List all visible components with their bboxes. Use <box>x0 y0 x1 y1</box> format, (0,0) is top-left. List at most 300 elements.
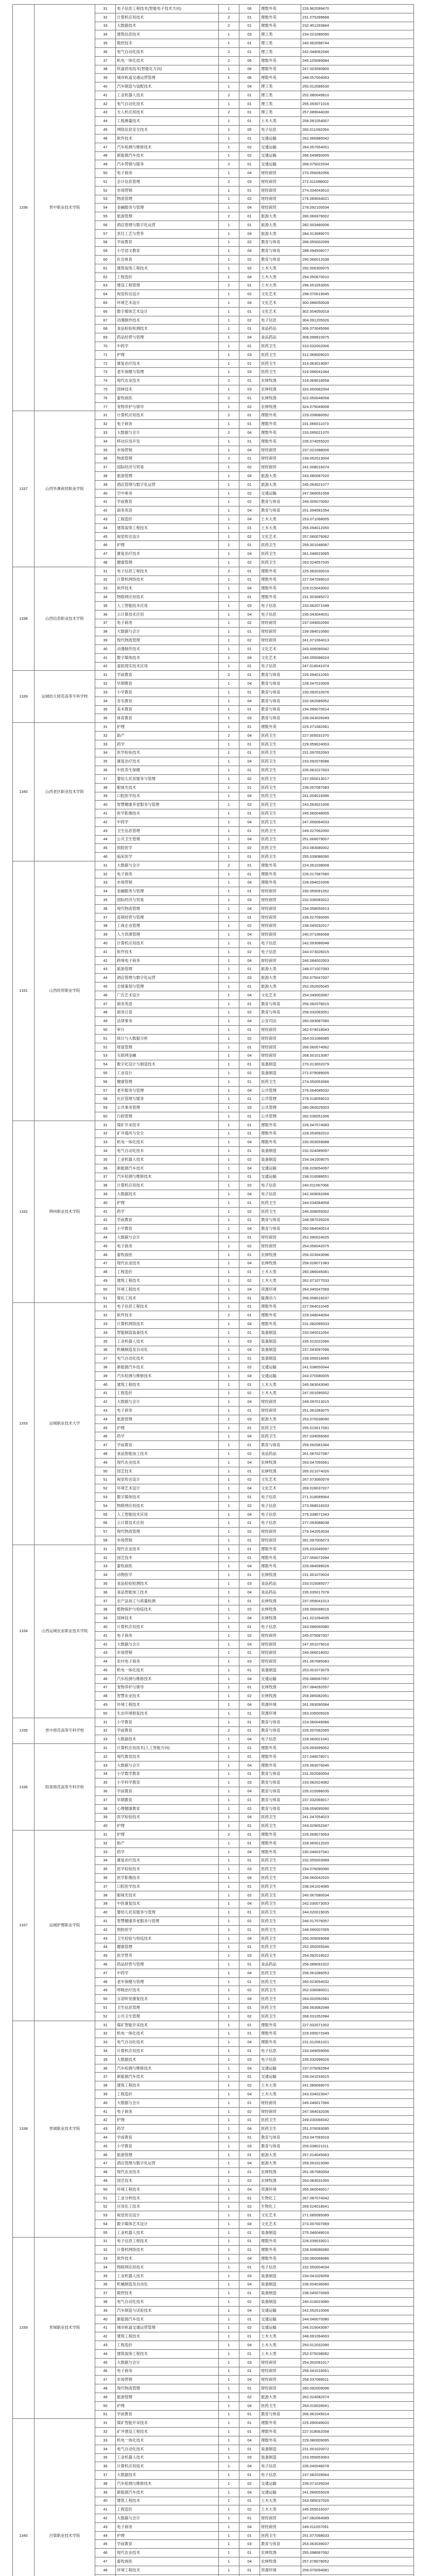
category-code: 01 <box>239 2419 260 2428</box>
major-seq: 48 <box>95 558 116 567</box>
category-code: 01 <box>239 1112 260 1121</box>
major-seq: 43 <box>95 2125 116 2133</box>
category-name: 电子信息 <box>260 1190 301 1199</box>
major-seq: 32 <box>95 1129 116 1138</box>
min-score: 308.098910075 <box>301 333 414 342</box>
major-name: 物流管理 <box>116 195 219 204</box>
plan-count: 1 <box>219 1423 239 1432</box>
plan-count: 1 <box>219 1588 239 1597</box>
plan-count: 1 <box>219 1242 239 1250</box>
min-score: 228.053092010 <box>301 1129 414 1138</box>
major-name: 数控技术 <box>116 39 219 48</box>
min-score: 267.087074042 <box>301 2194 414 2202</box>
category-code: 04 <box>239 878 260 887</box>
category-name: 装备制造 <box>260 1354 301 1363</box>
major-name: 统计与大数据分析 <box>116 1034 219 1043</box>
min-score: 251.061083075 <box>301 1406 414 1415</box>
category-name: 理数外英 <box>260 2029 301 2038</box>
category-code: 04 <box>239 1225 260 1233</box>
major-name: 软件技术 <box>116 2255 219 2263</box>
category-name: 教育与体育 <box>260 256 301 264</box>
plan-count: 1 <box>219 1441 239 1450</box>
plan-count: 1 <box>219 359 239 368</box>
min-score: 266.061045014 <box>301 2410 414 2419</box>
min-score: 257.014045063 <box>301 2150 414 2159</box>
major-name: 大数据技术 <box>116 2055 219 2064</box>
category-code: 01 <box>239 749 260 757</box>
major-seq: 34 <box>95 1571 116 1580</box>
major-name: 软件技术 <box>116 584 219 593</box>
major-name: 汽车检测与维修技术 <box>116 1173 219 1181</box>
min-score: 239.084010060 <box>301 628 414 636</box>
min-score: 243.029052047 <box>301 1822 414 1831</box>
major-name: 电子商务 <box>116 2522 219 2531</box>
category-code: 01 <box>239 1571 260 1580</box>
category-name: 文化艺术 <box>260 307 301 316</box>
major-name: 环境工程技术 <box>116 1701 219 1709</box>
plan-count: 1 <box>219 1640 239 1649</box>
min-score: 302.004050018 <box>301 307 414 316</box>
major-seq: 46 <box>95 1432 116 1441</box>
major-name: 眼视光技术 <box>116 1891 219 1900</box>
major-seq: 31 <box>95 1718 116 1726</box>
category-name: 理数外英 <box>260 420 301 429</box>
plan-count: 1 <box>219 195 239 204</box>
min-score: 233.082024082 <box>301 1778 414 1787</box>
major-seq: 44 <box>95 2133 116 2142</box>
plan-count: 1 <box>219 264 239 273</box>
category-name: 财经商贸 <box>260 628 301 636</box>
category-name: 土木大类 <box>260 264 301 273</box>
major-name: 现代物流管理 <box>116 636 219 645</box>
category-code: 02 <box>239 2012 260 2021</box>
min-score: 273.068016033 <box>301 1501 414 1510</box>
category-code: 01 <box>239 1026 260 1035</box>
major-name: 大数据与会计 <box>116 429 219 437</box>
major-name: 软件技术 <box>116 947 219 956</box>
min-score: 262.024082074 <box>301 2393 414 2401</box>
category-code: 01 <box>239 861 260 870</box>
category-name: 理数外英 <box>260 1129 301 1138</box>
category-code: 01 <box>239 480 260 489</box>
major-seq: 33 <box>95 688 116 697</box>
category-name: 理数外英 <box>260 1302 301 1311</box>
min-score: 251.077068033 <box>301 2531 414 2540</box>
category-name: 文化艺术 <box>260 1476 301 1484</box>
min-score: 258.028071083 <box>301 1259 414 1268</box>
plan-count: 1 <box>219 2531 239 2540</box>
plan-count: 1 <box>219 1060 239 1069</box>
category-name: 文化艺术 <box>260 299 301 308</box>
category-name: 装备制造 <box>260 2445 301 2453</box>
plan-count: 1 <box>219 2505 239 2514</box>
min-score: 260.011092054 <box>301 126 414 134</box>
min-score: 236.027090095 <box>301 913 414 922</box>
plan-count: 1 <box>219 2488 239 2497</box>
plan-count: 1 <box>219 2298 239 2307</box>
major-seq: 36 <box>95 2064 116 2073</box>
category-code: 02 <box>239 2298 260 2307</box>
major-seq: 39 <box>95 930 116 939</box>
category-code: 01 <box>239 2021 260 2029</box>
category-name: 财经商贸 <box>260 1649 301 1657</box>
category-code: 01 <box>239 1233 260 1242</box>
category-name: 医药卫生 <box>260 1952 301 1960</box>
major-seq: 32 <box>95 870 116 878</box>
major-name: 计算机应用技术 <box>116 939 219 948</box>
plan-count: 2 <box>219 1311 239 1320</box>
category-code: 01 <box>239 1441 260 1450</box>
major-seq: 74 <box>95 377 116 385</box>
plan-count: 1 <box>219 904 239 913</box>
category-name: 农林牧渔 <box>260 377 301 385</box>
min-score: 228.060021041 <box>301 1735 414 1744</box>
category-name: 医药卫生 <box>260 2125 301 2133</box>
category-name: 土木大类 <box>260 1268 301 1277</box>
category-code: 02 <box>239 264 260 273</box>
plan-count: 1 <box>219 1095 239 1104</box>
min-score: 314.063014097 <box>301 359 414 368</box>
plan-count: 1 <box>219 2098 239 2107</box>
major-name: 心理健康教育 <box>116 1804 219 1813</box>
category-name: 交通运输 <box>260 2306 301 2315</box>
category-name: 财经商贸 <box>260 2107 301 2116</box>
major-seq: 51 <box>95 2004 116 2012</box>
category-code: 04 <box>239 446 260 454</box>
min-score: 246.084002003 <box>301 956 414 965</box>
major-seq: 50 <box>95 1709 116 1718</box>
min-score: 247.056064033 <box>301 818 414 826</box>
category-code: 01 <box>239 913 260 922</box>
plan-count: 1 <box>219 619 239 628</box>
major-name: 数字媒体技术 <box>116 653 219 662</box>
category-name: 交通运输 <box>260 151 301 160</box>
plan-count: 1 <box>219 523 239 532</box>
category-name: 旅游大类 <box>260 2150 301 2159</box>
category-name: 医药卫生 <box>260 1977 301 1986</box>
major-seq: 54 <box>95 1060 116 1069</box>
category-code: 03 <box>239 368 260 377</box>
plan-count: 1 <box>219 1692 239 1701</box>
category-code: 04 <box>239 2341 260 2350</box>
major-seq: 37 <box>95 1597 116 1605</box>
plan-count: 1 <box>219 723 239 732</box>
major-name: 机电一体化技术 <box>116 1666 219 1675</box>
table-row <box>13 1121 414 1129</box>
school-name: 山西华澳商贸职业学院 <box>34 411 95 567</box>
plan-count: 1 <box>219 896 239 905</box>
category-name: 财经商贸 <box>260 169 301 178</box>
plan-count: 1 <box>219 350 239 359</box>
school-number: 1331 <box>13 861 34 1121</box>
major-name: 卫生信息管理 <box>116 2004 219 2012</box>
category-code: 02 <box>239 801 260 809</box>
min-score: 243.063021006 <box>301 801 414 809</box>
category-code: 04 <box>239 1562 260 1571</box>
category-name: 公共管理 <box>260 1086 301 1095</box>
major-seq: 40 <box>95 1908 116 1917</box>
plan-count: 1 <box>219 463 239 472</box>
min-score: 257.084092057 <box>301 1683 414 1692</box>
category-code: 01 <box>239 2194 260 2202</box>
category-code: 03 <box>239 1580 260 1588</box>
category-name: 教育与体育 <box>260 1795 301 1804</box>
plan-count: 1 <box>219 2358 239 2367</box>
major-name: 虚拟现实技术应用 <box>116 662 219 671</box>
plan-count: 1 <box>219 2384 239 2393</box>
category-name: 医药卫生 <box>260 2004 301 2012</box>
plan-count: 1 <box>219 2471 239 2480</box>
major-seq: 35 <box>95 1865 116 1874</box>
major-name: 法律事务 <box>116 1017 219 1026</box>
category-name: 理数外英 <box>260 437 301 446</box>
plan-count: 1 <box>219 2332 239 2341</box>
min-score: 239.071035034 <box>301 2479 414 2488</box>
min-score: 240.016023080 <box>301 2298 414 2307</box>
category-code: 01 <box>239 2445 260 2453</box>
major-seq: 46 <box>95 1674 116 1683</box>
table-row <box>13 2237 414 2246</box>
plan-count: 1 <box>219 1458 239 1467</box>
major-name: 酒店管理与数字化运营 <box>116 974 219 982</box>
category-name: 电子信息 <box>260 947 301 956</box>
plan-count: 1 <box>219 749 239 757</box>
plan-count: 1 <box>219 2142 239 2150</box>
plan-count: 1 <box>219 774 239 783</box>
school-number: 1339 <box>13 2237 34 2419</box>
major-seq: 48 <box>95 1692 116 1701</box>
min-score: 255.015017091 <box>301 1423 414 1432</box>
plan-count: 1 <box>219 1874 239 1883</box>
min-score: 232.024089097 <box>301 1147 414 1156</box>
category-code: 04 <box>239 1874 260 1883</box>
min-score: 253.001073079 <box>301 1666 414 1675</box>
major-seq: 38 <box>95 783 116 792</box>
plan-count: 1 <box>219 636 239 645</box>
plan-count: 1 <box>219 1398 239 1406</box>
major-name: 动物医学 <box>116 1571 219 1580</box>
plan-count: 1 <box>219 1752 239 1761</box>
plan-count: 1 <box>219 1510 239 1519</box>
plan-count: 1 <box>219 853 239 861</box>
category-code: 02 <box>239 2324 260 2332</box>
category-code: 04 <box>239 472 260 481</box>
category-code: 01 <box>239 1770 260 1778</box>
category-name: 交通运输 <box>260 2488 301 2497</box>
plan-count: 1 <box>219 1683 239 1692</box>
min-score: 249.030066042 <box>301 2116 414 2125</box>
major-name: 广告艺术设计 <box>116 991 219 999</box>
category-code: 01 <box>239 1649 260 1657</box>
major-seq: 33 <box>95 1848 116 1856</box>
plan-count: 1 <box>219 1709 239 1718</box>
major-name: 工程测量技术 <box>116 117 219 126</box>
category-code: 01 <box>239 377 260 385</box>
plan-count: 1 <box>219 2479 239 2488</box>
category-code: 03 <box>239 601 260 610</box>
plan-count: 1 <box>219 939 239 948</box>
min-score: 245.075087007 <box>301 1631 414 1640</box>
plan-count: 1 <box>219 2073 239 2081</box>
major-seq: 40 <box>95 1380 116 1389</box>
category-code: 04 <box>239 2436 260 2445</box>
min-score: 256.023043096 <box>301 1250 414 1259</box>
min-score: 235.081027003 <box>301 766 414 775</box>
major-seq: 40 <box>95 1623 116 1632</box>
school-number: 1338 <box>13 567 34 671</box>
major-seq: 35 <box>95 896 116 905</box>
major-seq: 51 <box>95 2194 116 2202</box>
category-name: 旅游大类 <box>260 480 301 489</box>
category-code: 03 <box>239 1415 260 1423</box>
plan-count: 1 <box>219 420 239 429</box>
category-code: 01 <box>239 1311 260 1320</box>
category-name: 理工类 <box>260 82 301 91</box>
min-score: 226.017087060 <box>301 870 414 878</box>
category-code: 04 <box>239 1614 260 1623</box>
plan-count: 1 <box>219 30 239 39</box>
major-seq: 33 <box>95 2436 116 2445</box>
plan-count: 1 <box>219 1908 239 1917</box>
school-name: 山西老区职业技术学院 <box>34 723 95 861</box>
major-name: 物联网应用技术 <box>116 2263 219 2272</box>
min-score: 232.055003089 <box>301 1856 414 1865</box>
major-name: 园林技术 <box>116 1614 219 1623</box>
major-seq: 36 <box>95 1164 116 1173</box>
min-score: 231.012061021 <box>301 2038 414 2047</box>
major-seq: 32 <box>95 2246 116 2255</box>
major-seq: 31 <box>95 1545 116 1553</box>
min-score: 243.086060080 <box>301 1623 414 1632</box>
plan-count: 1 <box>219 1259 239 1268</box>
plan-count: 1 <box>219 1536 239 1545</box>
plan-count: 1 <box>219 1320 239 1329</box>
plan-count: 1 <box>219 1277 239 1285</box>
min-score: 237.050013017 <box>301 774 414 783</box>
min-score: 259.070094081 <box>301 2566 414 2574</box>
major-seq: 37 <box>95 2073 116 2081</box>
min-score: 234.041009075 <box>301 1155 414 1164</box>
category-name: 医药卫生 <box>260 740 301 749</box>
plan-count: 1 <box>219 1813 239 1822</box>
major-seq: 33 <box>95 22 116 30</box>
plan-count: 1 <box>219 1380 239 1389</box>
school-number: 1336 <box>13 1744 34 1831</box>
major-name: 人力资源管理 <box>116 930 219 939</box>
category-code: 04 <box>239 515 260 524</box>
category-code: 01 <box>239 342 260 351</box>
major-seq: 50 <box>95 1026 116 1035</box>
major-seq: 45 <box>95 844 116 853</box>
plan-count: 1 <box>219 368 239 377</box>
min-score: 226.094011093 <box>301 671 414 680</box>
plan-count: 1 <box>219 2462 239 2471</box>
min-score: 249.005070092 <box>301 498 414 506</box>
plan-count: 1 <box>219 2168 239 2177</box>
major-seq: 46 <box>95 1250 116 1259</box>
major-seq: 47 <box>95 550 116 558</box>
min-score: 268.075022034 <box>301 160 414 169</box>
category-code: 05 <box>239 126 260 134</box>
min-score: 228.008086080 <box>301 2246 414 2255</box>
major-name: 建筑装饰工程技术 <box>116 523 219 532</box>
category-code: 01 <box>239 91 260 99</box>
min-score: 229.095072049 <box>301 2029 414 2038</box>
major-name: 环境工程技术 <box>116 2185 219 2194</box>
major-seq: 37 <box>95 774 116 783</box>
category-name: 财经商贸 <box>260 195 301 204</box>
major-name: 机电一体化技术 <box>116 1138 219 1147</box>
category-code: 02 <box>239 1008 260 1017</box>
category-name: 理数外英 <box>260 1562 301 1571</box>
category-code: 02 <box>239 947 260 956</box>
major-name: 计算机网络技术 <box>116 1320 219 1329</box>
min-score: 230.092010076 <box>301 688 414 697</box>
plan-count: 1 <box>219 1173 239 1181</box>
category-name: 医药卫生 <box>260 801 301 809</box>
major-seq: 52 <box>95 2012 116 2021</box>
category-code: 01 <box>239 1856 260 1865</box>
category-name: 交通运输 <box>260 2324 301 2332</box>
category-code: 01 <box>239 628 260 636</box>
category-name: 农林牧渔 <box>260 2177 301 2185</box>
major-name: 电子商务 <box>116 2367 219 2376</box>
major-name: 汽车检测与维修技术 <box>116 143 219 151</box>
category-code: 01 <box>239 1536 260 1545</box>
category-code: 02 <box>239 1605 260 1614</box>
major-seq: 45 <box>95 2142 116 2150</box>
major-seq: 38 <box>95 1804 116 1813</box>
table-row <box>13 1302 414 1311</box>
plan-count: 1 <box>219 290 239 299</box>
plan-count: 1 <box>219 2497 239 2505</box>
major-seq: 47 <box>95 143 116 151</box>
plan-count: 1 <box>219 1986 239 1995</box>
plan-count: 1 <box>219 1519 239 1528</box>
school-number: 1338 <box>13 2021 34 2237</box>
category-name: 财经商贸 <box>260 454 301 463</box>
category-code: 04 <box>239 1190 260 1199</box>
category-code: 02 <box>239 1242 260 1250</box>
category-code: 04 <box>239 930 260 939</box>
min-score: 224.060049086 <box>301 1718 414 1726</box>
category-code: 04 <box>239 169 260 178</box>
major-seq: 49 <box>95 160 116 169</box>
category-code: 04 <box>239 835 260 844</box>
category-name: 财经商贸 <box>260 1242 301 1250</box>
category-code: 04 <box>239 1674 260 1683</box>
major-seq: 32 <box>95 1311 116 1320</box>
major-name: 婴幼儿托育服务与管理 <box>116 1908 219 1917</box>
major-name: 现代农业技术 <box>116 2549 219 2557</box>
category-name: 文化艺术 <box>260 645 301 653</box>
min-score: 226.039033021 <box>301 2237 414 2246</box>
category-name: 理数外英 <box>260 2419 301 2428</box>
min-score: 250.084040014 <box>301 1225 414 1233</box>
category-code: 01 <box>239 2428 260 2436</box>
min-score: 227.018062058 <box>301 2428 414 2436</box>
major-seq: 50 <box>95 1995 116 2004</box>
major-name: 无人机应用技术 <box>116 108 219 117</box>
major-name: 卫生信息管理 <box>116 826 219 835</box>
major-seq: 47 <box>95 2376 116 2384</box>
min-score: 243.070080005 <box>301 1371 414 1380</box>
plan-count: 1 <box>219 256 239 264</box>
major-seq: 42 <box>95 506 116 515</box>
major-name: 食品检验检测技术 <box>116 1580 219 1588</box>
min-score: 242.048062046 <box>301 47 414 56</box>
category-name: 装备制造 <box>260 1337 301 1346</box>
